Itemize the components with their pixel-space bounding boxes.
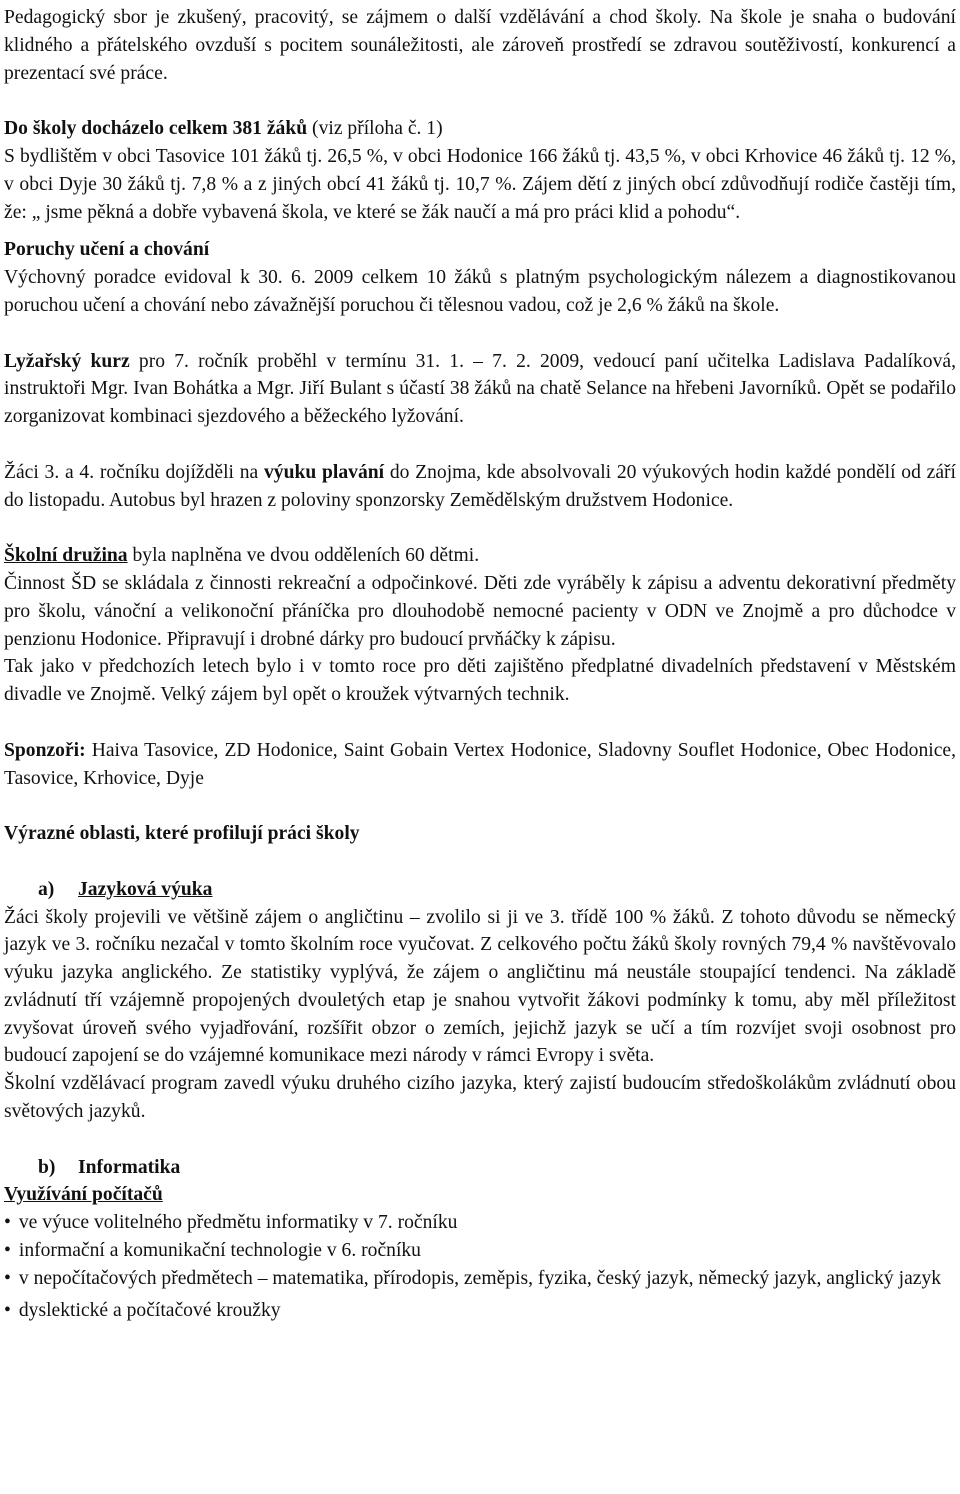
language-heading-text: Jazyková výuka — [78, 878, 213, 900]
computer-use-list — [4, 1209, 956, 1324]
profile-heading — [4, 820, 956, 848]
bullet-icon: • — [4, 1240, 11, 1262]
school-club-rest: byla naplněna ve dvou odděleních 60 dětmi. — [127, 545, 480, 567]
attendance-line — [4, 115, 956, 143]
disorders-heading — [4, 236, 956, 264]
bullet-icon: • — [4, 1267, 11, 1289]
computer-use-heading-text: Využívání počítačů — [4, 1184, 163, 1206]
bullet-icon: • — [4, 1212, 11, 1234]
list-item — [4, 1209, 956, 1237]
language-program-paragraph: Školní vzdělávací program zavedl výuku druhého cizího jazyka, který zajistí budoucím středoškolákům zvládnutí obou světových jazyků. — [4, 1073, 956, 1123]
intro-paragraph: Pedagogický sbor je zkušený, pracovitý, se zájmem o další vzdělávání a chod školy. Na škole je snaha o budování klidného a přátelského ovzduší s pocitem sounáležitosti, ale zároveň prostředí se zdravou soutěživostí, konkurencí a prezentací své práce. — [4, 7, 956, 84]
sponsors-bold: Sponzoři: — [4, 739, 86, 761]
school-club-activity: Činnost ŠD se skládala z činnosti rekreační a odpočinkové. Děti zde vyráběly k zápisu a adventu dekorativní předměty pro školu, vánoční a velikonoční přáníčka pro dlouhodobě nemocné pacienty v ODN ve Znojmě a pro důchodce v penzionu Hodonice. Připravují i drobné dárky pro budoucí prvňáčky k zápisu. — [4, 572, 956, 650]
language-paragraph: Žáci školy projevili ve většině zájem o angličtinu – zvolilo si ji ve 3. třídě 100 % žáků. Z tohoto důvodu se německý jazyk ve 3. ročníku nezačal v tomto školním roce vyučovat. Z celkového počtu žáků školy rovných 79,4 % navštěvovalo výuku jazyka anglického. Ze statistiky vyplývá, že zájem o angličtinu má neustále stoupající tendenci. Na základě zvládnutí tří vzájemně propojených dvouletých etap je snahou vytvořit žákovi podmínky k tomu, aby měl příležitost zvyšovat úroveň svého vyjadřování, rozšířit obzor o zemích, jejichž jazyk se učí a tím rozvíjet svoji osobnost pro budoucí zapojení se do vzájemné komunikace mezi národy v rámci Evropy i světa. — [4, 906, 956, 1067]
list-item-text: informační a komunikační technologie v 6. ročníku — [18, 1240, 421, 1262]
disorders-heading-text: Poruchy učení a chování — [4, 239, 210, 261]
ski-course-text: pro 7. ročník proběhl v termínu 31. 1. – 7. 2. 2009, vedoucí paní učitelka Ladislava Padalíková, instruktoři Mgr. Ivan Bohátka a Mgr. Jiří Bulant s účastí 38 žáků na chatě Selance na hřebeni Javorníků. Opět se podařilo zorganizovat kombinaci sjezdového a běžeckého lyžování. — [4, 350, 956, 428]
computer-use-heading — [4, 1181, 956, 1209]
sponsors-paragraph — [4, 737, 956, 793]
disorders-paragraph: Výchovný poradce evidoval k 30. 6. 2009 celkem 10 žáků s platným psychologickým nálezem a diagnostikovanou poruchou učení a chování nebo závažnější poruchou či tělesnou vadou, což je 2,6 % žáků na škole. — [4, 267, 956, 316]
swimming-paragraph — [4, 459, 956, 515]
school-club-theatre: Tak jako v předchozích letech bylo i v tomto roce pro děti zajištěno předplatné divadelních představení v Městském divadle ve Znojmě. Velký zájem byl opět o kroužek výtvarných technik. — [4, 656, 956, 706]
ski-course-bold: Lyžařský kurz — [4, 350, 130, 372]
list-item — [4, 1265, 956, 1293]
attendance-bold: Do školy docházelo celkem 381 žáků — [4, 118, 308, 140]
language-heading — [4, 876, 956, 904]
list-item — [4, 1297, 956, 1325]
informatics-heading-num: b) — [38, 1156, 56, 1178]
profile-heading-text: Výrazné oblasti, které profilují práci školy — [4, 823, 360, 845]
list-item-text: ve výuce volitelného předmětu informatiky v 7. ročníku — [18, 1212, 458, 1234]
sponsors-text: Haiva Tasovice, ZD Hodonice, Saint Gobain Vertex Hodonice, Sladovny Souflet Hodonice, Obec Hodonice, Tasovice, Krhovice, Dyje — [4, 739, 956, 789]
list-item — [4, 1237, 956, 1265]
informatics-heading — [4, 1154, 956, 1182]
swimming-post: do Znojma, kde absolvovali 20 výukových hodin každé pondělí od září do listopadu. Autobus byl hrazen z poloviny sponzorsky Zemědělským družstvem Hodonice. — [4, 461, 956, 511]
school-club-line — [4, 542, 956, 570]
list-item-text: v nepočítačových předmětech – matematika, přírodopis, zeměpis, fyzika, český jazyk, německý jazyk, anglický jazyk — [18, 1267, 942, 1289]
list-item-text: dyslektické a počítačové kroužky — [18, 1299, 281, 1321]
swimming-bold: výuku plavání — [263, 461, 385, 483]
residence-paragraph: S bydlištěm v obci Tasovice 101 žáků tj. 26,5 %, v obci Hodonice 166 žáků tj. 43,5 %, v obci Krhovice 46 žáků tj. 12 %, v obci Dyje 30 žáků tj. 7,8 % a z jiných obcí 41 žáků tj. 10,7 %. Zájem dětí z jiných obcí zdůvodňují rodiče častěji tím, že: „ jsme pěkná a dobře vybavená škola, ve které se žák naučí a má pro práci klid a pohodu“. — [4, 145, 956, 223]
bullet-icon: • — [4, 1299, 11, 1321]
school-club-bold: Školní družina — [4, 545, 128, 567]
attendance-rest: (viz příloha č. 1) — [307, 118, 443, 140]
swimming-pre: Žáci 3. a 4. ročníku dojížděli na — [4, 461, 264, 483]
language-heading-num: a) — [38, 878, 55, 900]
ski-course-paragraph — [4, 348, 956, 431]
informatics-heading-text: Informatika — [78, 1156, 181, 1178]
